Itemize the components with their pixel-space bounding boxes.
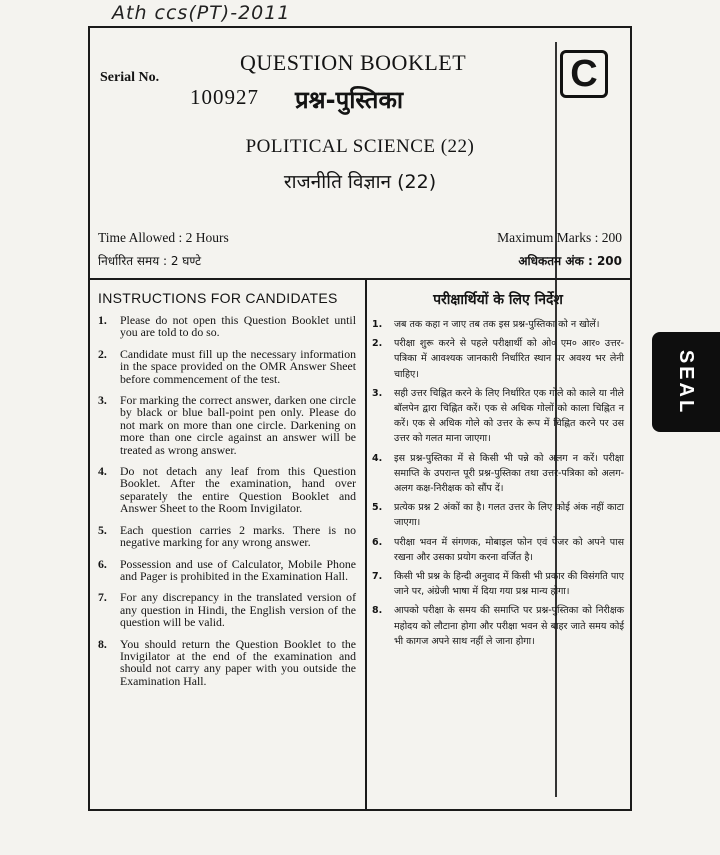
max-marks-hi: अधिकतम अंक : 200 xyxy=(518,254,622,268)
time-allowed-hi: निर्धारित समय : 2 घण्टे xyxy=(98,254,202,268)
booklet-title-en: QUESTION BOOKLET xyxy=(240,50,467,75)
seal-label: SEAL xyxy=(675,349,698,415)
instruction-item: 1. Please do not open this Question Booklet until you are told to do so. xyxy=(98,313,356,340)
max-marks-en: Maximum Marks : 200 xyxy=(497,230,622,245)
instruction-item: 3. सही उत्तर चिह्नित करने के लिए निर्धारित एक गोले को काले या नीले बॉलपेन द्वारा चिह्नित करें। एक से अधिक गोलों को काला चिह्नित न करें। एक से अधिक गोले को उत्तर के रूप में चिह्नित करने पर उस उत्तर को गलत माना जाएगा। xyxy=(372,387,624,445)
instruction-item: 4. Do not detach any leaf from this Question Booklet. After the examination, hand over separately the entire Question Booklet and Answer Sheet to the Room Invigilator. xyxy=(98,464,356,516)
booklet-cover xyxy=(88,26,632,811)
serial-label: Serial No. xyxy=(100,70,160,85)
instruction-item: 6. Possession and use of Calculator, Mobile Phone and Pager is prohibited in the Examination Hall. xyxy=(98,556,356,583)
instruction-item: 6. परीक्षा भवन में संगणक, मोबाइल फोन एवं पेजर को अपने पास रखना और उसका प्रयोग करना वर्जित है। xyxy=(372,536,624,563)
instruction-item: 7. For any discrepancy in the translated version of any question in Hindi, the English version of the question will be valid. xyxy=(98,590,356,630)
instructions-hi xyxy=(372,290,624,649)
section-divider xyxy=(90,278,630,280)
series-code-badge: C xyxy=(560,50,608,98)
serial-number: 100927 xyxy=(190,85,259,109)
instructions-heading-hi: परीक्षार्थियों के लिए निर्देश xyxy=(433,292,563,308)
instruction-item: 4. इस प्रश्न-पुस्तिका में से किसी भी पन्ने को अलग न करें। परीक्षा समाप्ति के उपरान्त पूरी प्रश्न-पुस्तिका तथा उत्तर-पत्रिका को अलग-अलग कक्ष-निरीक्षक को सौंप दें। xyxy=(372,452,624,495)
instruction-item: 8. You should return the Question Booklet to the Invigilator at the end of the examination and should not carry any paper with you outside the Examination Hall. xyxy=(98,636,356,688)
time-allowed-en: Time Allowed : 2 Hours xyxy=(98,230,229,245)
instruction-item: 2. Candidate must fill up the necessary information in the space provided on the OMR Answer Sheet before commencement of the test. xyxy=(98,346,356,386)
instruction-item: 1. जब तक कहा न जाए तब तक इस प्रश्न-पुस्तिका को न खोलें। xyxy=(372,319,600,330)
subject-title-hi: राजनीति विज्ञान (22) xyxy=(283,171,437,193)
seal-tab xyxy=(652,332,720,432)
instruction-item: 3. For marking the correct answer, darken one circle by black or blue ball-point pen only. Please do not mark on more than one circle. Darkening on more than one circle against an answer will be treated as wrong answer. xyxy=(98,393,356,457)
instruction-item: 5. प्रत्येक प्रश्न 2 अंकों का है। गलत उत्तर के लिए कोई अंक नहीं काटा जाएगा। xyxy=(372,502,624,529)
column-divider xyxy=(365,280,367,809)
instructions-heading-en: INSTRUCTIONS FOR CANDIDATES xyxy=(98,290,338,306)
instruction-item: 5. Each question carries 2 marks. There is no negative marking for any wrong answer. xyxy=(98,522,356,550)
booklet-title-hi: प्रश्न-पुस्तिका xyxy=(295,86,404,114)
instructions-en xyxy=(98,290,356,687)
instruction-item: 2. परीक्षा शुरू करने से पहले परीक्षार्थी को ओ० एम० आर० उत्तर-पत्रिका में आवश्यक जानकारी निर्धारित स्थान पर अवश्य भर लेनी चाहिए। xyxy=(372,338,624,380)
instruction-item: 7. किसी भी प्रश्न के हिन्दी अनुवाद में किसी भी प्रकार की विसंगति पाए जाने पर, अंग्रेजी भाषा में दिया गया प्रश्न मान्य होगा। xyxy=(372,571,624,598)
instruction-item: 8. आपको परीक्षा के समय की समाप्ति पर प्रश्न-पुस्तिका को निरीक्षक महोदय को लौटाना होगा और परीक्षा भवन से बाहर जाते समय कोई भी कागज अपने साथ नहीं ले जाना होगा। xyxy=(372,605,624,647)
subject-title-en: POLITICAL SCIENCE (22) xyxy=(245,136,475,157)
handwritten-note: Ath ccs(PT)-2011 xyxy=(112,2,291,24)
